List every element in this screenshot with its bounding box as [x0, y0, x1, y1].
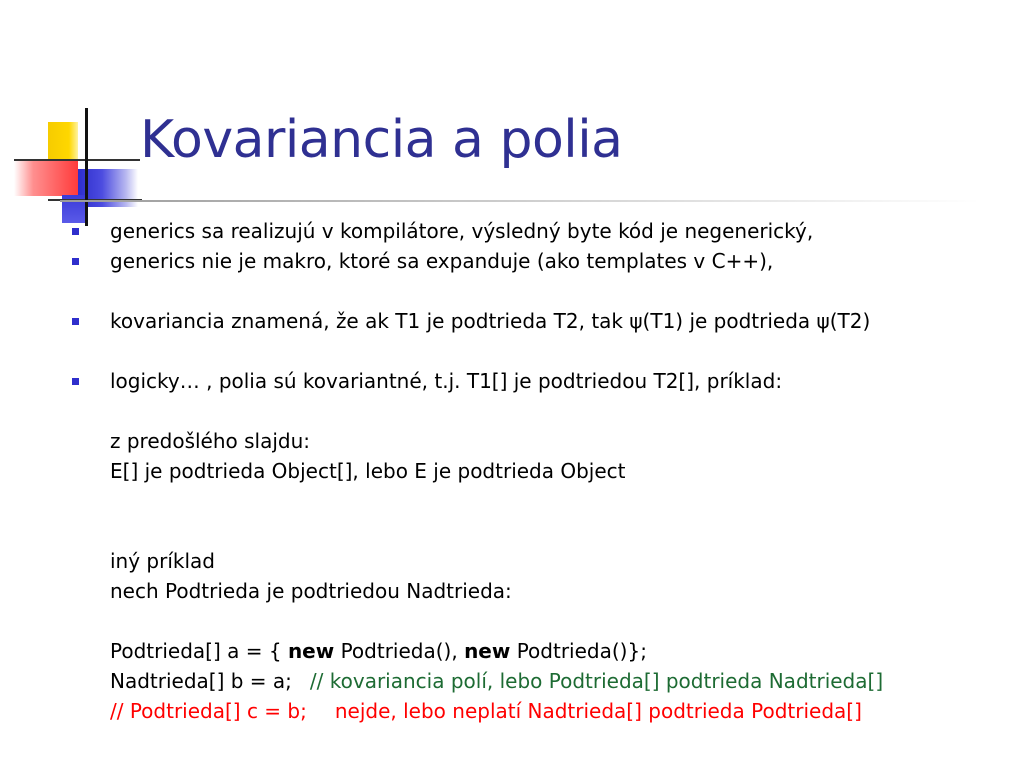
example-text: E[] je podtrieda Object[], lebo E je podtrieda Object: [110, 459, 626, 483]
bullet-square-icon: [72, 258, 79, 265]
code-text: Podtrieda(),: [340, 639, 458, 663]
title-underline-rule: [60, 200, 980, 202]
bullet-text: generics sa realizujú v kompilátore, výsledný byte kód je negenerický,: [110, 219, 814, 243]
code-text: Podtrieda[] a = {: [110, 639, 282, 663]
spacer: [110, 606, 1010, 636]
bullet-square-icon: [72, 228, 79, 235]
bullet-text: logicky… , polia sú kovariantné, t.j. T1[] je podtriedou T2[], príklad:: [110, 369, 783, 393]
logo-yellow-square: [48, 122, 78, 162]
bullet-text: kovariancia znamená, že ak T1 je podtrieda T2, tak ψ(T1) je podtrieda ψ(T2): [110, 309, 871, 333]
code-line: [110, 666, 1010, 696]
slide-title: Kovariancia a polia: [140, 110, 623, 170]
slide-content: [110, 216, 1010, 726]
example-intro: z predošlého slajdu:: [110, 429, 311, 453]
bullet-square-icon: [72, 318, 79, 325]
bullet-text: generics nie je makro, ktoré sa expanduje (ako templates v C++),: [110, 249, 774, 273]
logo-horizontal-line: [14, 159, 140, 161]
code-comment: // kovariancia polí, lebo Podtrieda[] podtrieda Nadtrieda[]: [309, 669, 884, 693]
code-comment: nejde, lebo neplatí Nadtrieda[] podtrieda Podtrieda[]: [334, 699, 862, 723]
spacer: [110, 396, 1010, 426]
spacer: [110, 486, 1010, 516]
bullet-item: [110, 366, 1010, 396]
code-keyword: new: [287, 639, 335, 663]
spacer: [110, 516, 1010, 546]
example-text: nech Podtrieda je podtriedou Nadtrieda:: [110, 579, 512, 603]
logo-vertical-line: [85, 108, 88, 226]
spacer: [110, 276, 1010, 306]
bullet-square-icon: [72, 378, 79, 385]
code-text: Podtrieda()};: [516, 639, 647, 663]
spacer: [110, 336, 1010, 366]
code-text: // Podtrieda[] c = b;: [110, 699, 307, 723]
code-keyword: new: [464, 639, 511, 663]
bullet-item: [110, 246, 1010, 276]
logo-red-square: [14, 160, 78, 196]
code-text: Nadtrieda[] b = a;: [110, 669, 292, 693]
bullet-item: [110, 216, 1010, 246]
code-line: [110, 636, 1010, 666]
example-intro: iný príklad: [110, 549, 215, 573]
code-line: [110, 696, 1010, 726]
bullet-item: [110, 306, 1010, 336]
slide-logo-decoration: [0, 0, 140, 230]
